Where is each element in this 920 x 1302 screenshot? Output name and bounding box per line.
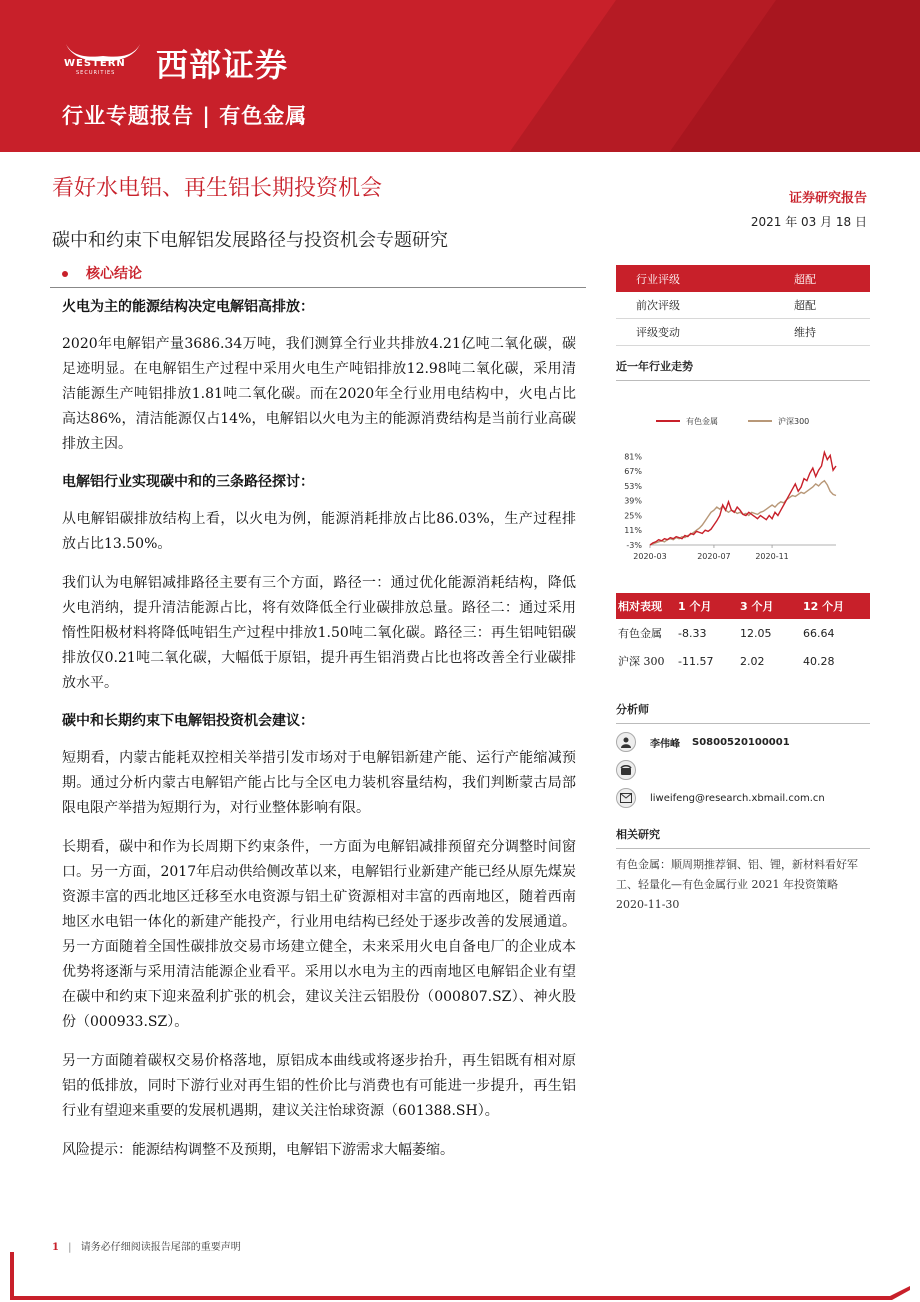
rating-value: 维持 bbox=[794, 326, 816, 339]
paragraph-heading: 碳中和长期约束下电解铝投资机会建议： bbox=[62, 713, 314, 729]
performance-header: 相对表现 bbox=[618, 600, 662, 613]
legend-label: 沪深300 bbox=[778, 417, 810, 426]
section-title: 核心结论 bbox=[86, 266, 142, 282]
performance-table bbox=[616, 593, 870, 675]
rating-value: 超配 bbox=[794, 299, 816, 312]
table-row bbox=[616, 619, 870, 647]
performance-header: 3 个月 bbox=[740, 600, 774, 613]
x-tick-label: 2020-11 bbox=[755, 552, 789, 561]
rating-row bbox=[616, 319, 870, 346]
table-cell: 40.28 bbox=[803, 654, 835, 668]
rating-value: 超配 bbox=[794, 272, 816, 286]
paragraph: 我们认为电解铝减排路径主要有三个方面，路径一：通过优化能源消耗结构，降低火电消纳，提升清洁能源占比，将有效降低全行业碳排放总量。路径二：通过采用惰性阳极材料将降低吨铝生产过程中排放1.50吨二氧化碳。路径三：再生铝吨铝碳排放仅0.21吨二氧化碳，大幅低于原铝，提升再生铝消费占比也将改善全行业碳排放水平。 bbox=[62, 575, 576, 691]
trend-heading: 近一年行业走势 bbox=[616, 358, 870, 381]
performance-header-row bbox=[616, 593, 870, 619]
person-icon bbox=[616, 732, 636, 752]
performance-header: 1 个月 bbox=[678, 600, 712, 613]
report-subtitle: 碳中和约束下电解铝发展路径与投资机会专题研究 bbox=[52, 230, 448, 251]
trend-chart-svg bbox=[616, 393, 870, 565]
table-cell: 12.05 bbox=[740, 626, 772, 640]
table-cell: -8.33 bbox=[678, 626, 707, 640]
table-row bbox=[616, 647, 870, 675]
paragraph: 从电解铝碳排放结构上看，以火电为例，能源消耗排放占比86.03%，生产过程排放占比13.50%。 bbox=[62, 511, 576, 552]
series-line-nonferrous bbox=[650, 452, 836, 545]
related-item[interactable]: 有色金属：顺周期推荐铜、铝、锂，新材料看好军工、轻量化—有色金属行业 2021 年投资策略 2020-11-30 bbox=[616, 858, 858, 911]
rating-key: 前次评级 bbox=[636, 299, 680, 312]
footer: 1 | 请务必仔细阅读报告尾部的重要声明 bbox=[52, 1242, 241, 1253]
logo-english-sub: SECURITIES bbox=[76, 70, 116, 76]
table-cell: 2.02 bbox=[740, 654, 765, 668]
analyst-name-row bbox=[616, 728, 870, 756]
corner-decoration bbox=[10, 1286, 910, 1300]
main-content bbox=[62, 296, 576, 1177]
bullet-dot-icon bbox=[62, 271, 68, 277]
rating-row bbox=[616, 292, 870, 319]
table-cell: 有色金属 bbox=[618, 627, 662, 640]
paragraph: 风险提示：能源结构调整不及预期，电解铝下游需求大幅萎缩。 bbox=[62, 1142, 454, 1158]
related-research bbox=[616, 826, 870, 915]
table-cell: 66.64 bbox=[803, 626, 835, 640]
report-date: 2021 年 03 月 18 日 bbox=[750, 215, 867, 229]
footer-notice: 请务必仔细阅读报告尾部的重要声明 bbox=[80, 1242, 241, 1253]
report-title: 看好水电铝、再生铝长期投资机会 bbox=[52, 176, 383, 201]
y-tick-label: 81% bbox=[624, 452, 642, 462]
y-tick-label: 53% bbox=[624, 481, 642, 491]
phone-row bbox=[616, 756, 870, 784]
mail-icon bbox=[616, 788, 636, 808]
email-row bbox=[616, 784, 870, 812]
paragraph: 短期看，内蒙古能耗双控相关举措引发市场对于电解铝新建产能、运行产能缩减预期。通过分析内蒙古电解铝产能占比与全区电力装机容量结构，我们判断蒙古局部限电限产举措为短期行为，对行业整体影响有限。 bbox=[62, 750, 576, 816]
legend-label: 有色金属 bbox=[686, 417, 718, 426]
paragraph: 2020年电解铝产量3686.34万吨，我们测算全行业共排放4.21亿吨二氧化碳，碳足迹明显。在电解铝生产过程中采用火电生产吨铝排放12.98吨二氧化碳，采用清洁能源生产吨铝排放1.81吨二氧化碳。而在2020年全行业用电结构中，火电占比高达86%，清洁能源仅占14%，电解铝以火电为主的能源消费结构是当前行业高碳排放主因。 bbox=[62, 336, 576, 452]
y-tick-label: 25% bbox=[624, 511, 642, 521]
trend-chart bbox=[616, 393, 870, 565]
related-heading: 相关研究 bbox=[616, 826, 870, 849]
rating-row bbox=[616, 265, 870, 292]
y-tick-label: 11% bbox=[624, 526, 642, 536]
report-kind: 证券研究报告 bbox=[788, 191, 867, 206]
logo-english: WESTERN bbox=[64, 58, 126, 69]
paragraph: 另一方面随着碳权交易价格落地，原铝成本曲线或将逐步抬升，再生铝既有相对原铝的低排放，同时下游行业对再生铝的性价比与消费也有可能进一步提升，再生铝行业有望迎来重要的发展机遇期，建议关注怡球资源（601388.SH）。 bbox=[62, 1053, 576, 1119]
analyst-license: S0800520100001 bbox=[692, 736, 790, 748]
sidebar bbox=[616, 265, 870, 915]
paragraph-heading: 电解铝行业实现碳中和的三条路径探讨： bbox=[62, 474, 314, 490]
analyst-name: 李伟峰 bbox=[650, 738, 680, 750]
analyst-email[interactable]: liweifeng@research.xbmail.com.cn bbox=[650, 792, 825, 804]
table-cell: 沪深 300 bbox=[618, 655, 665, 668]
x-tick-label: 2020-07 bbox=[697, 552, 731, 561]
y-tick-label: 39% bbox=[624, 496, 642, 506]
x-tick-label: 2020-03 bbox=[633, 552, 667, 561]
rating-key: 行业评级 bbox=[636, 272, 680, 286]
logo-chinese: 西部证券 bbox=[156, 46, 289, 84]
paragraph-heading: 火电为主的能源结构决定电解铝高排放： bbox=[62, 299, 314, 315]
y-tick-label: -3% bbox=[626, 541, 642, 550]
paragraph: 长期看，碳中和作为长周期下约束条件，一方面为电解铝减排预留充分调整时间窗口。另一方面，2017年启动供给侧改革以来，电解铝行业新建产能已经从原先煤炭资源丰富的西北地区迁移至水电资源与铝土矿资源相对丰富的西南地区，随着西南地区水电铝一体化的新建产能投产，行业用电结构已经处于逐步改善的发展通道。另一方面随着全国性碳排放交易市场建立健全，未来采用火电自备电厂的企业成本优势将逐渐与采用清洁能源企业看平。采用以水电为主的西南地区电解铝企业有望在碳中和约束下迎来盈利扩张的机会，建议关注云铝股份（000807.SZ）、神火股份（000933.SZ）。 bbox=[62, 839, 576, 1030]
rating-key: 评级变动 bbox=[636, 326, 680, 339]
series-line-hs300 bbox=[650, 481, 836, 545]
analyst-block bbox=[616, 701, 870, 812]
y-tick-label: 67% bbox=[624, 467, 642, 477]
page-number: 1 bbox=[52, 1242, 59, 1253]
table-cell: -11.57 bbox=[678, 654, 714, 668]
report-category: 行业专题报告 | 有色金属 bbox=[62, 103, 308, 128]
analyst-heading: 分析师 bbox=[616, 701, 870, 724]
header-banner bbox=[0, 0, 920, 152]
phone-icon bbox=[616, 760, 636, 780]
performance-header: 12 个月 bbox=[803, 600, 845, 613]
